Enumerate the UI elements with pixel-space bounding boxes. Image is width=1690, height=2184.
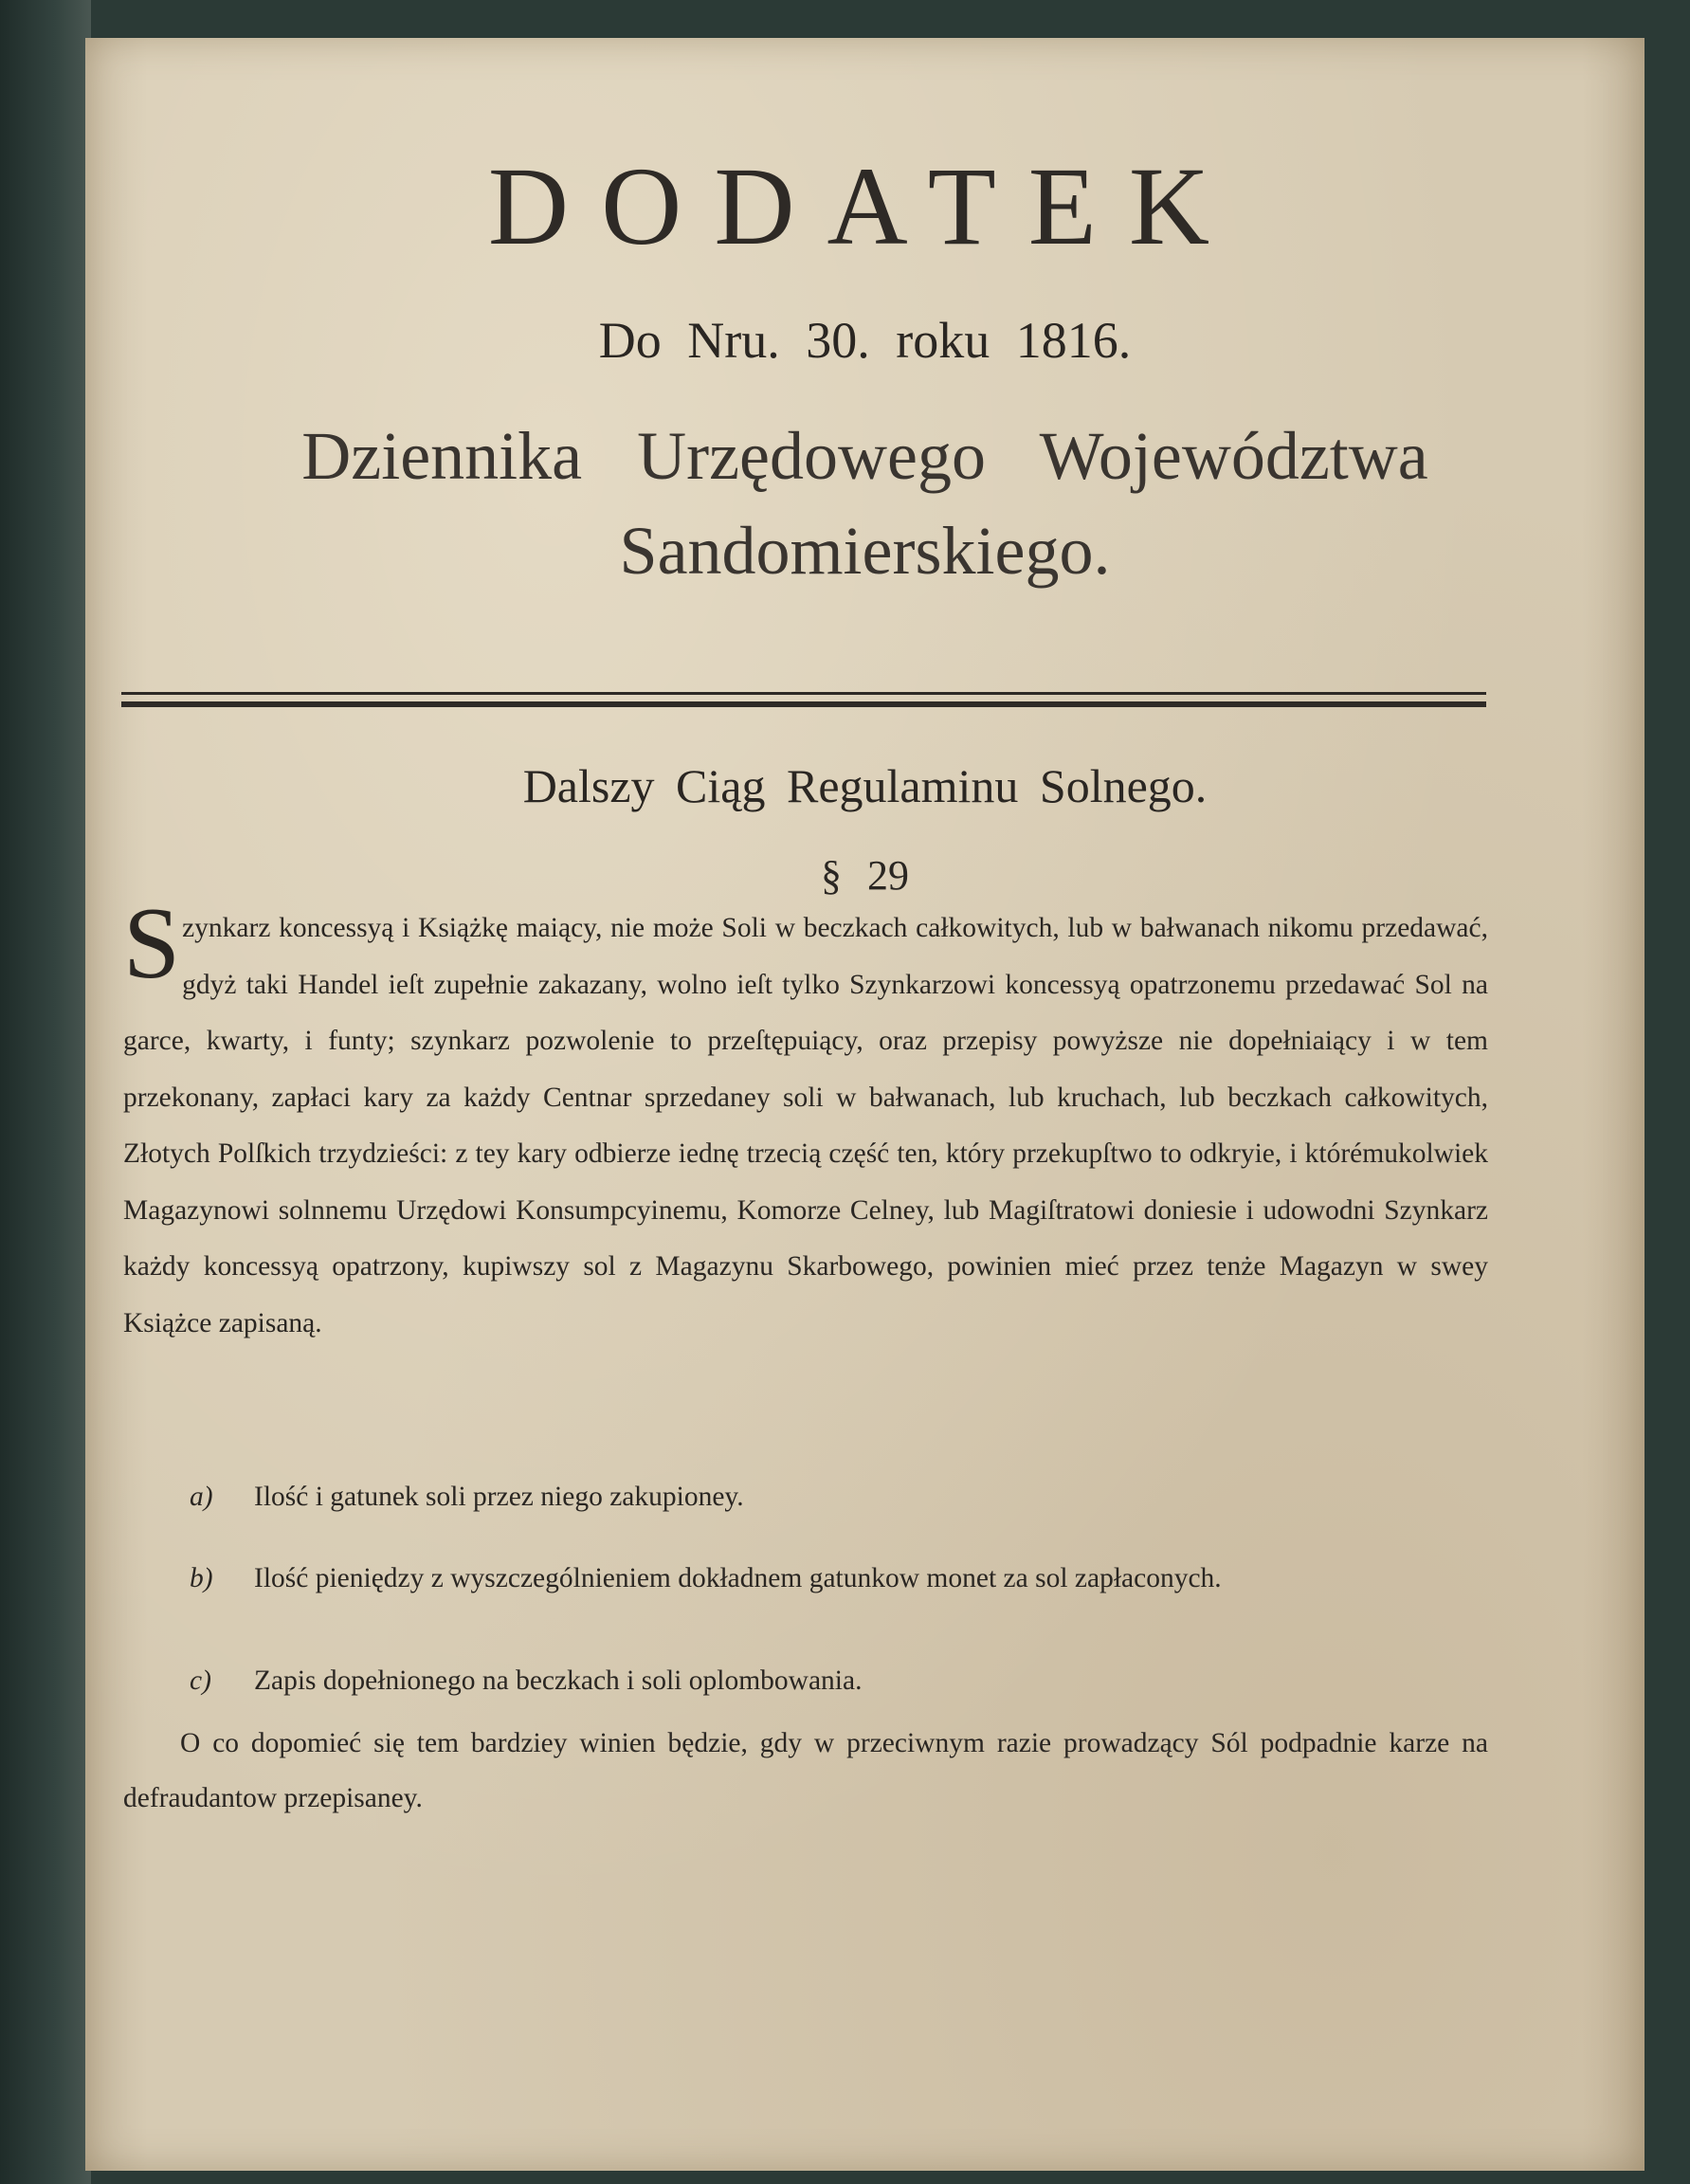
journal-name-line1: Dziennika Urzędowego Województwa xyxy=(301,418,1428,494)
header-rule-thin xyxy=(121,692,1486,695)
list-item-mark: a) xyxy=(190,1482,213,1512)
list-item-text: Ilość i gatunek soli przez niego zakupioney. xyxy=(254,1482,744,1512)
issue-subtitle: Do Nru. 30. roku 1816. xyxy=(598,312,1132,369)
list-item-mark: b) xyxy=(190,1563,213,1593)
section-title: Dalszy Ciąg Regulaminu Solnego. xyxy=(522,759,1208,812)
closing-paragraph: O co dopomieć się tem bardziey winien będzie, gdy w przeciwnym razie prowadzący Sól podpadnie karze na defraudantow przepisaney. xyxy=(123,1728,1488,1813)
main-paragraph xyxy=(123,887,1488,1352)
paragraph-number: § 29 xyxy=(821,852,909,899)
list-item-text: Zapis dopełnionego na beczkach i soli oplombowania. xyxy=(254,1665,863,1696)
list-item-mark: c) xyxy=(190,1665,211,1696)
list-item-text: Ilość pieniędzy z wyszczególnieniem dokładnem gatunkow monet za sol zapłaconych. xyxy=(254,1563,1222,1593)
main-paragraph-text: zynkarz koncessyą i Książkę maiący, nie może Soli w beczkach całkowitych, lub w bałwanach nikomu przedawać, gdyż taki Handel ieſt zupełnie zakazany, wolno ieſt tylko Szynkarzowi koncessyą opatrzonemu przedawać Sol na garce, kwarty, i funty; szynkarz pozwolenie to przeſtępuiący, oraz przepisy powyższe nie dopełniaiący i w tem przekonany, zapłaci kary za każdy Centnar sprzedaney soli w bałwanach, lub kruchach, lub beczkach całkowitych, Złotych Polſkich trzydzieści: z tey kary odbierze iednę trzecią część ten, który przekupſtwo to odkryie, i którémukolwiek Magazynowi solnnemu Urzędowi Konsumpcyinemu, Komorze Celney, lub Magiſtratowi doniesie i udowodni Szynkarz każdy koncessyą opatrzony, kupiwszy sol z Magazynu Skarbowego, powinien mieć przez tenże Magazyn w swey Książce zapisaną. xyxy=(123,913,1488,1338)
drop-cap: S xyxy=(123,887,181,1000)
header-rule-thick xyxy=(121,701,1486,707)
scan-background-edge xyxy=(0,0,91,2184)
journal-name-line2: Sandomierskiego. xyxy=(619,513,1111,589)
document-page xyxy=(85,38,1645,2171)
document-title: DODATEK xyxy=(487,144,1243,268)
